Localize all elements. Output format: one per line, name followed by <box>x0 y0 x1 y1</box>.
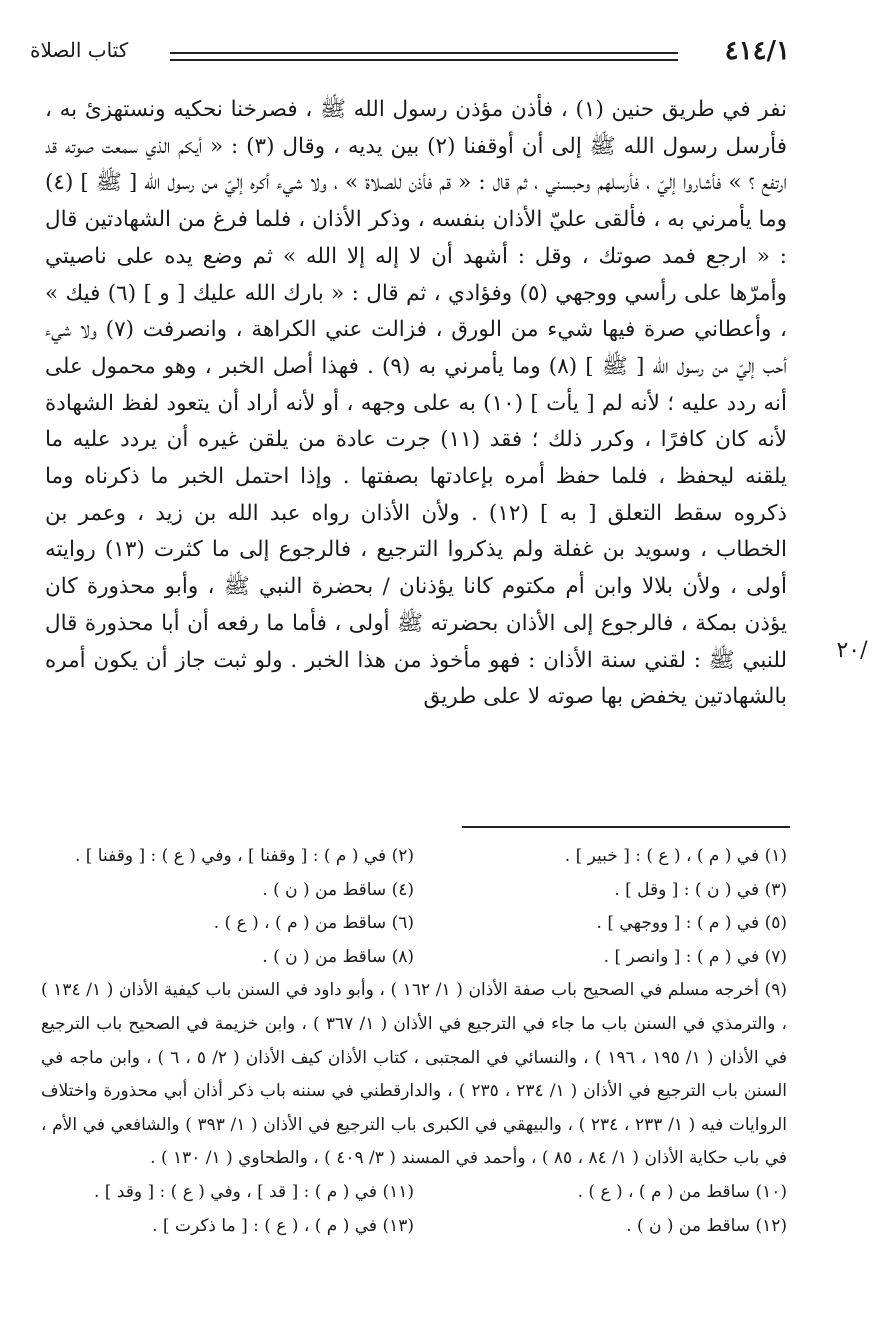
footnote-row <box>41 1210 787 1244</box>
footnote-3: (٣) في ( ن ) : [ وقل ] . <box>614 879 787 900</box>
footnote-6: (٦) ساقط من ( م ) ، ( ع ) . <box>213 913 414 934</box>
margin-folio-marker: ٢٠/ <box>836 638 868 663</box>
footnote-4: (٤) ساقط من ( ن ) . <box>262 879 414 900</box>
footnote-row <box>41 840 787 874</box>
footnote-row <box>41 1176 787 1210</box>
footnote-10: (١٠) ساقط من ( م ) ، ( ع ) . <box>577 1181 787 1202</box>
book-title: كتاب الصلاة <box>30 38 129 62</box>
running-header <box>30 36 790 76</box>
footnote-9: (٩) أخرجه مسلم في الصحيح باب صفة الأذان ( ١/ ١٦٢ ) ، وأبو داود في السنن باب كيفية الأذان ( ١/ ١٣٤ ) ، والترمذي في السنن باب ما جاء في الترجيع في الأذان ( ١/ ٣٦٧ ) ، وابن خزيمة في الصحيح باب الترجيع في الأذان ( ١/ ١٩٥ ، ١٩٦ ) ، والنسائي في المجتبى ، كتاب الأذان كيف الأذان ( ٢/ ٥ ، ٦ ) ، وابن ماجه في السنن باب الترجيع في الأذان ( ١/ ٢٣٤ ، ٢٣٥ ) ، والدارقطني في سننه باب ذكر أذان أبي محذورة واختلاف الروايات فيه ( ١/ ٢٣٣ ، ٢٣٤ ) ، والبيهقي في الكبرى باب الترجيع في الأذان ( ١/ ٣٩٣ ) والشافعي في الأم ، في باب حكاية الأذان ( ١/ ٨٤ ، ٨٥ ) ، وأحمد في المسند ( ٣/ ٤٠٩ ) ، والطحاوي ( ١/ ١٣٠ ) . <box>41 980 787 1169</box>
footnote-row <box>41 941 787 975</box>
page-number: ٤١٤/١ <box>724 36 790 66</box>
footnote-12: (١٢) ساقط من ( ن ) . <box>626 1215 787 1236</box>
footnote-5: (٥) في ( م ) : [ ووجهي ] . <box>596 913 787 934</box>
footnote-11: (١١) في ( م ) : [ قد ] ، وفي ( ع ) : [ وقد ] . <box>94 1181 414 1202</box>
footnote-13: (١٣) في ( م ) ، ( ع ) : [ ما ذكرت ] . <box>152 1215 414 1236</box>
footnote-separator <box>462 826 790 828</box>
footnotes <box>41 840 787 1243</box>
header-rule <box>170 52 678 61</box>
footnote-2: (٢) في ( م ) : [ وقفنا ] ، وفي ( ع ) : [ وقفنا ] . <box>74 846 414 866</box>
footnote-row <box>41 874 787 908</box>
main-paragraph: نفر في طريق حنين (١) ، فأذن مؤذن رسول الله ﷺ ، فصرخنا نحكيه ونستهزئ به ، فأرسل رسول الله ﷺ إلى أن أوقفنا (٢) بين يديه ، وقال (٣) : « أيكم الذي سمعت صوته قد ارتفع ؟ » فأشاروا إليّ ، فأرسلهم وحبسني ، ثم قال : « قم فأذن للصلاة » ، ولا شيء أكره إليّ من رسول الله [ ﷺ ] (٤) وما يأمرني به ، فألقى عليّ الأذان بنفسه ، وذكر الأذان ، فلما فرغ من الشهادتين قال : « ارجع فمد صوتك ، وقل : أشهد أن لا إله إلا الله » ثم وضع يده على ناصيتي وأمرّها على رأسي ووجهي (٥) وفؤادي ، ثم قال : « بارك الله عليك [ و ] (٦) فيك » ، وأعطاني صرة فيها شيء من الورق ، فزالت عني الكراهة ، وانصرفت (٧) ولا شيء أحب إليّ من رسول الله [ ﷺ ] (٨) وما يأمرني به (٩) . فهذا أصل الخبر ، وهو محمول على أنه ردد عليه ؛ لأنه لم [ يأت ] (١٠) به على وجهه ، أو لأنه أراد أن يتعود لفظ الشهادة لأنه كان كافرًا ، وكرر ذلك ؛ فقد (١١) جرت عادة من يلقن غيره أن يردد عليه ما يلقنه ليحفظ ، فلما حفظ أمره بإعادتها بصفتها . وإذا احتمل الخبر ما ذكرناه وما ذكروه سقط التعلق [ به ] (١٢) . ولأن الأذان رواه عبد الله بن زيد ، وعمر بن الخطاب ، وسويد بن غفلة ولم يذكروا الترجيع ، فالرجوع إلى ما كثرت (١٣) روايته أولى ، ولأن بلالا وابن أم مكتوم كانا يؤذنان / بحضرة النبي ﷺ ، وأبو محذورة كان يؤذن بمكة ، فالرجوع إلى الأذان بحضرته ﷺ أولى ، فأما ما رفعه أن أبا محذورة قال للنبي ﷺ : لقني سنة الأذان : فهو مأخوذ من هذا الخبر . ولو ثبت جاز أن يكون أمره بالشهادتين يخفض بها صوته لا على طريق <box>45 97 788 710</box>
footnote-8: (٨) ساقط من ( ن ) . <box>262 946 414 967</box>
footnote-1: (١) في ( م ) ، ( ع ) : [ خبير ] . <box>564 846 787 866</box>
main-text <box>45 92 787 716</box>
footnote-7: (٧) في ( م ) : [ وانصر ] . <box>603 946 787 967</box>
footnote-row <box>41 907 787 941</box>
